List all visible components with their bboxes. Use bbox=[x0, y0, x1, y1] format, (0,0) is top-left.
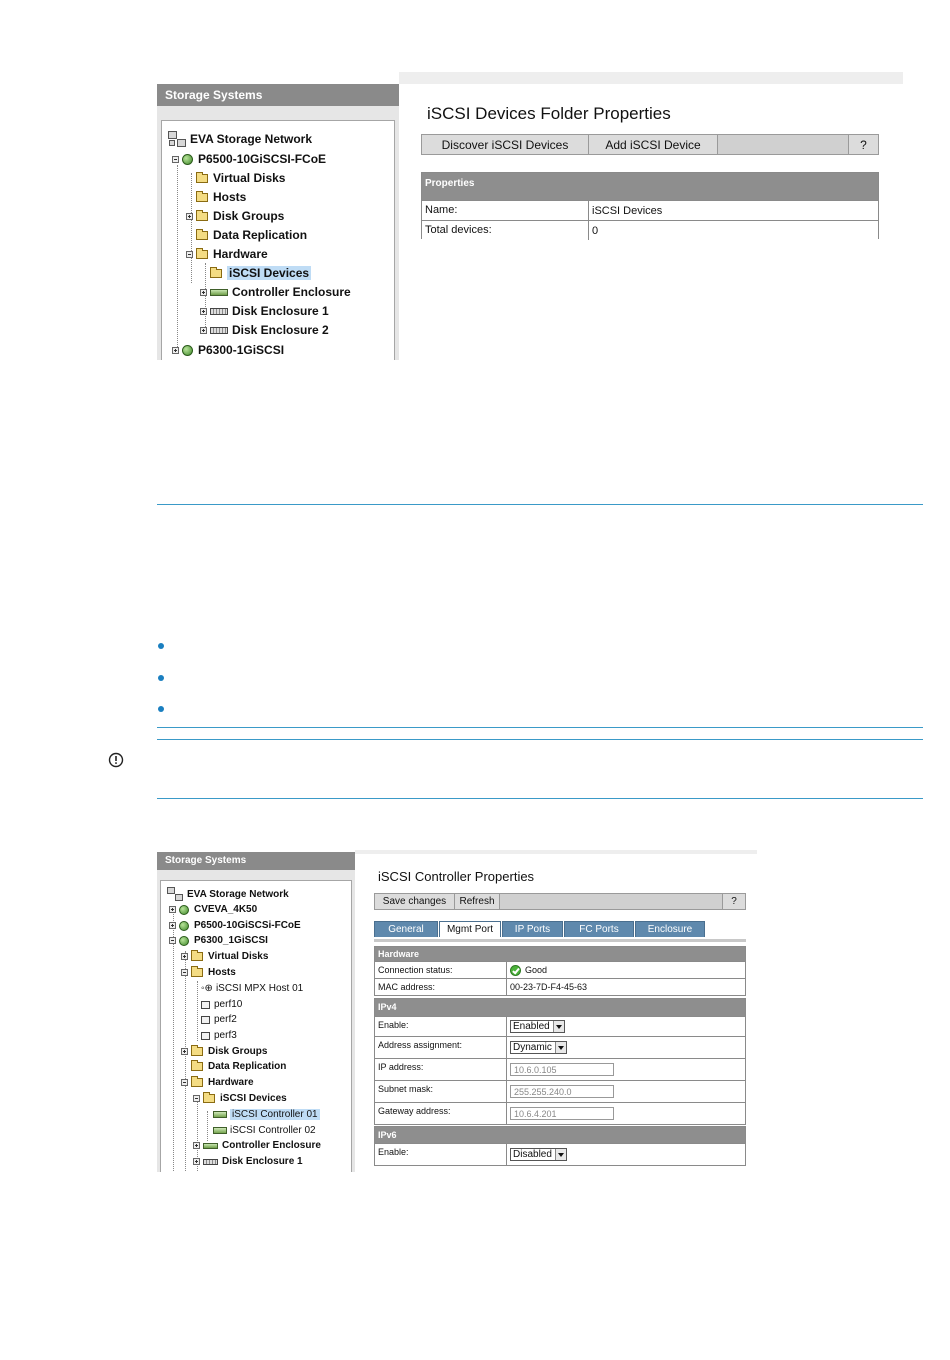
storage-system-icon bbox=[179, 936, 189, 946]
tree-label: perf2 bbox=[214, 1014, 237, 1025]
divider bbox=[157, 504, 923, 505]
tree-label-selected: iSCSI Controller 01 bbox=[232, 1109, 318, 1120]
panel-title: Storage Systems bbox=[157, 852, 355, 870]
tree-item-disk-groups[interactable] bbox=[181, 1046, 267, 1057]
tree-label: Controller Enclosure bbox=[232, 285, 351, 299]
page-title: iSCSI Devices Folder Properties bbox=[427, 104, 671, 123]
controller-icon bbox=[213, 1127, 227, 1134]
tree-label: perf10 bbox=[214, 999, 243, 1010]
tab-ip-ports[interactable]: IP Ports bbox=[502, 921, 563, 937]
tree-item-cveva[interactable] bbox=[169, 904, 257, 915]
tree-label: Disk Enclosure 1 bbox=[222, 1156, 303, 1167]
tree-guide bbox=[185, 951, 186, 1171]
dropdown-arrow-icon bbox=[553, 1021, 564, 1032]
storage-system-icon bbox=[182, 154, 193, 165]
properties-table bbox=[421, 172, 879, 239]
hardware-section bbox=[374, 946, 746, 996]
ipv4-header: IPv4 bbox=[375, 999, 745, 1016]
tree-label: Virtual Disks bbox=[208, 951, 269, 962]
subnet-mask-field[interactable]: 255.255.240.0 bbox=[510, 1085, 614, 1098]
page-title: iSCSI Controller Properties bbox=[378, 869, 535, 884]
tree-label: P6300_1GiSCSI bbox=[194, 935, 268, 946]
dropdown-arrow-icon bbox=[555, 1149, 566, 1160]
collapse-icon[interactable] bbox=[181, 1079, 188, 1086]
disk-enclosure-icon bbox=[203, 1159, 218, 1165]
tree-label: Disk Groups bbox=[213, 209, 285, 223]
add-iscsi-device-button[interactable]: Add iSCSI Device bbox=[589, 135, 718, 154]
table-row bbox=[375, 961, 745, 978]
collapse-icon[interactable] bbox=[181, 969, 188, 976]
tree-label: P6300-1GiSCSI bbox=[198, 343, 285, 357]
expand-icon[interactable] bbox=[193, 1158, 200, 1165]
top-strip bbox=[399, 72, 903, 84]
tree-label: Data Replication bbox=[208, 1061, 287, 1072]
tree-item-disk-enclosure-1[interactable] bbox=[200, 304, 329, 318]
tree-item-data-replication[interactable] bbox=[196, 228, 307, 242]
tree-label: Hardware bbox=[208, 1077, 254, 1088]
ipv4-enable-select[interactable] bbox=[510, 1020, 565, 1033]
tree-label: Hardware bbox=[213, 247, 268, 261]
gateway-address-field[interactable]: 10.6.4.201 bbox=[510, 1107, 614, 1120]
panel-title: Storage Systems bbox=[157, 84, 399, 106]
tree-item-virtual-disks[interactable] bbox=[196, 171, 285, 185]
tree-item-disk-enclosure-1[interactable] bbox=[193, 1156, 303, 1167]
table-row bbox=[375, 1016, 745, 1036]
refresh-button[interactable]: Refresh bbox=[455, 894, 500, 909]
exclamation-circle-icon bbox=[108, 752, 124, 768]
table-row bbox=[375, 1036, 745, 1058]
storage-system-icon bbox=[182, 345, 193, 356]
tree-label: iSCSI Controller 02 bbox=[230, 1125, 316, 1136]
tab-fc-ports[interactable]: FC Ports bbox=[564, 921, 634, 937]
tree-label: Hosts bbox=[208, 967, 236, 978]
storage-system-icon bbox=[179, 921, 189, 931]
save-changes-button[interactable]: Save changes bbox=[375, 894, 455, 909]
folder-icon bbox=[196, 174, 208, 183]
tree-item-hardware[interactable] bbox=[186, 247, 268, 261]
tree-item-eva-network[interactable] bbox=[168, 131, 312, 147]
tree-label: Controller Enclosure bbox=[222, 1140, 321, 1151]
folder-icon bbox=[191, 1062, 203, 1071]
panel-body bbox=[157, 106, 399, 360]
storage-system-icon bbox=[179, 905, 189, 915]
ipv4-section bbox=[374, 998, 746, 1125]
property-value: 0 bbox=[592, 224, 599, 237]
open-folder-icon bbox=[191, 968, 203, 977]
tree-guide bbox=[207, 1111, 208, 1141]
open-folder-icon bbox=[196, 250, 208, 259]
bullet-marker bbox=[158, 675, 164, 681]
table-row bbox=[375, 1058, 745, 1080]
enclosure-icon bbox=[210, 289, 228, 296]
mac-address-label: MAC address: bbox=[375, 979, 507, 995]
tree-item-disk-enclosure-2[interactable] bbox=[200, 323, 329, 337]
tree-label: perf3 bbox=[214, 1030, 237, 1041]
divider bbox=[157, 727, 923, 728]
select-value: Dynamic bbox=[513, 1042, 552, 1053]
subnet-mask-cell bbox=[507, 1081, 614, 1102]
expand-icon[interactable] bbox=[200, 289, 207, 296]
tree-item-p6500[interactable] bbox=[169, 920, 301, 931]
tree-label: P6500-10GiSCSi-FCoE bbox=[194, 920, 301, 931]
expand-icon[interactable] bbox=[169, 906, 176, 913]
table-row bbox=[375, 978, 745, 995]
hardware-header: Hardware bbox=[375, 947, 745, 961]
tree-item-p6300[interactable] bbox=[172, 343, 284, 357]
tree-item-iscsi-devices[interactable] bbox=[193, 1093, 287, 1104]
address-assignment-label: Address assignment: bbox=[375, 1037, 507, 1058]
enclosure-icon bbox=[203, 1143, 218, 1149]
tree-label: Data Replication bbox=[213, 228, 308, 242]
table-row bbox=[375, 1080, 745, 1102]
navigation-tree bbox=[161, 120, 395, 360]
bullet-marker bbox=[158, 706, 164, 712]
tree-item-hosts[interactable] bbox=[181, 967, 236, 978]
tree-item-disk-groups[interactable] bbox=[186, 209, 284, 223]
expand-icon[interactable] bbox=[186, 213, 193, 220]
divider bbox=[157, 798, 923, 799]
toolbar bbox=[421, 134, 879, 155]
expand-icon[interactable] bbox=[200, 308, 207, 315]
screenshot-folder-properties bbox=[157, 72, 903, 360]
folder-icon bbox=[210, 269, 222, 278]
table-row bbox=[422, 220, 878, 240]
tree-label: Hosts bbox=[213, 190, 247, 204]
tree-label: EVA Storage Network bbox=[187, 888, 289, 900]
ip-address-label: IP address: bbox=[375, 1059, 507, 1080]
open-folder-icon bbox=[203, 1094, 215, 1103]
tree-item-eva-network[interactable] bbox=[167, 887, 289, 901]
tab-general[interactable]: General bbox=[374, 921, 438, 937]
ipv6-header: IPv6 bbox=[375, 1127, 745, 1143]
controller-icon bbox=[213, 1111, 227, 1118]
host-icon bbox=[201, 1001, 210, 1009]
disk-enclosure-icon bbox=[210, 327, 228, 334]
tree-label: iSCSI MPX Host 01 bbox=[215, 983, 304, 994]
ipv4-enable-label: Enable: bbox=[375, 1017, 507, 1036]
folder-icon bbox=[191, 1047, 203, 1056]
gateway-address-cell bbox=[507, 1103, 614, 1124]
address-assignment-cell bbox=[507, 1037, 567, 1058]
tree-item-controller-enclosure[interactable] bbox=[193, 1140, 321, 1151]
address-assignment-select[interactable] bbox=[510, 1041, 567, 1054]
tree-item-data-replication[interactable] bbox=[191, 1061, 286, 1072]
tree-label: Disk Groups bbox=[208, 1046, 268, 1057]
table-row bbox=[422, 200, 878, 220]
network-icon bbox=[168, 131, 186, 147]
subnet-mask-label: Subnet mask: bbox=[375, 1081, 507, 1102]
ip-address-cell bbox=[507, 1059, 614, 1080]
iscsi-host-icon: ◦⊕ bbox=[201, 983, 213, 994]
tree-item-iscsi-controller-02[interactable] bbox=[213, 1125, 316, 1136]
host-icon bbox=[201, 1016, 210, 1024]
navigation-tree bbox=[160, 880, 352, 1172]
folder-icon bbox=[196, 231, 208, 240]
connection-status-label: Connection status: bbox=[375, 962, 507, 978]
property-key: Name: bbox=[422, 201, 589, 220]
divider bbox=[157, 739, 923, 740]
collapse-icon[interactable] bbox=[186, 251, 193, 258]
tree-label: EVA Storage Network bbox=[190, 132, 313, 146]
ip-address-field[interactable]: 10.6.0.105 bbox=[510, 1063, 614, 1076]
tab-mgmt-port[interactable]: Mgmt Port bbox=[439, 921, 501, 937]
property-value: iSCSI Devices bbox=[592, 204, 663, 217]
tab-enclosure[interactable]: Enclosure bbox=[635, 921, 705, 937]
dropdown-arrow-icon bbox=[555, 1042, 566, 1053]
property-key: Total devices: bbox=[422, 221, 589, 240]
tree-item-hardware[interactable] bbox=[181, 1077, 254, 1088]
expand-icon[interactable] bbox=[193, 1142, 200, 1149]
ipv6-enable-select[interactable] bbox=[510, 1148, 567, 1161]
discover-iscsi-devices-button[interactable]: Discover iSCSI Devices bbox=[422, 135, 589, 154]
tree-item-iscsi-devices[interactable] bbox=[210, 266, 311, 280]
expand-icon[interactable] bbox=[181, 953, 188, 960]
gateway-address-label: Gateway address: bbox=[375, 1103, 507, 1124]
toolbar-spacer bbox=[718, 135, 849, 154]
collapse-icon[interactable] bbox=[193, 1095, 200, 1102]
connection-status-value bbox=[507, 962, 547, 978]
ipv6-section bbox=[374, 1126, 746, 1166]
tree-label: iSCSI Devices bbox=[220, 1093, 287, 1104]
expand-icon[interactable] bbox=[169, 922, 176, 929]
select-value: Disabled bbox=[513, 1149, 552, 1160]
tree-item-perf2[interactable] bbox=[201, 1014, 237, 1025]
tab-strip bbox=[374, 921, 746, 942]
table-row bbox=[375, 1143, 745, 1165]
collapse-icon[interactable] bbox=[172, 156, 179, 163]
tree-label: Virtual Disks bbox=[213, 171, 286, 185]
tree-item-virtual-disks[interactable] bbox=[181, 951, 268, 962]
expand-icon[interactable] bbox=[181, 1048, 188, 1055]
tree-guide bbox=[173, 911, 174, 1172]
ipv4-enable-cell bbox=[507, 1017, 565, 1036]
tree-guide bbox=[177, 165, 178, 351]
mac-address-value: 00-23-7D-F4-45-63 bbox=[510, 982, 588, 992]
collapse-icon[interactable] bbox=[169, 937, 176, 944]
tree-label: Disk Enclosure 1 bbox=[232, 304, 329, 318]
toolbar bbox=[374, 893, 746, 910]
open-folder-icon bbox=[191, 1078, 203, 1087]
tree-item-controller-enclosure[interactable] bbox=[200, 285, 351, 299]
tree-label: P6500-10GiSCSI-FCoE bbox=[198, 152, 327, 166]
table-row bbox=[375, 1102, 745, 1124]
expand-icon[interactable] bbox=[200, 327, 207, 334]
tree-label-selected: iSCSI Devices bbox=[229, 266, 310, 280]
tree-item-p6300[interactable] bbox=[169, 935, 268, 946]
bullet-marker bbox=[158, 643, 164, 649]
tree-item-perf3[interactable] bbox=[201, 1030, 237, 1041]
expand-icon[interactable] bbox=[172, 347, 179, 354]
folder-icon bbox=[196, 193, 208, 202]
tree-item-iscsi-controller-01[interactable] bbox=[213, 1109, 320, 1120]
host-icon bbox=[201, 1032, 210, 1040]
ipv6-enable-label: Enable: bbox=[375, 1144, 507, 1165]
tree-item-iscsi-mpx-host[interactable] bbox=[201, 983, 303, 994]
help-button[interactable]: ? bbox=[723, 894, 745, 909]
disk-enclosure-icon bbox=[210, 308, 228, 315]
tree-label: CVEVA_4K50 bbox=[194, 904, 258, 915]
select-value: Enabled bbox=[513, 1021, 550, 1032]
screenshot-controller-properties bbox=[157, 850, 757, 1172]
tree-guide bbox=[191, 173, 192, 283]
tree-item-hosts[interactable] bbox=[196, 190, 246, 204]
tree-guide bbox=[197, 981, 198, 1041]
top-strip bbox=[355, 850, 757, 854]
panel-body bbox=[157, 870, 355, 1172]
network-icon bbox=[167, 887, 183, 901]
tree-item-p6500[interactable] bbox=[172, 152, 326, 166]
connection-status-text: Good bbox=[525, 965, 548, 975]
folder-icon bbox=[196, 212, 208, 221]
ipv6-enable-cell bbox=[507, 1144, 567, 1165]
toolbar-spacer bbox=[500, 894, 723, 909]
status-good-icon bbox=[510, 965, 521, 976]
help-button[interactable]: ? bbox=[849, 135, 878, 154]
tree-label: Disk Enclosure 2 bbox=[232, 323, 329, 337]
folder-icon bbox=[191, 952, 203, 961]
tree-item-perf10[interactable] bbox=[201, 999, 242, 1010]
properties-header: Properties bbox=[422, 173, 878, 200]
